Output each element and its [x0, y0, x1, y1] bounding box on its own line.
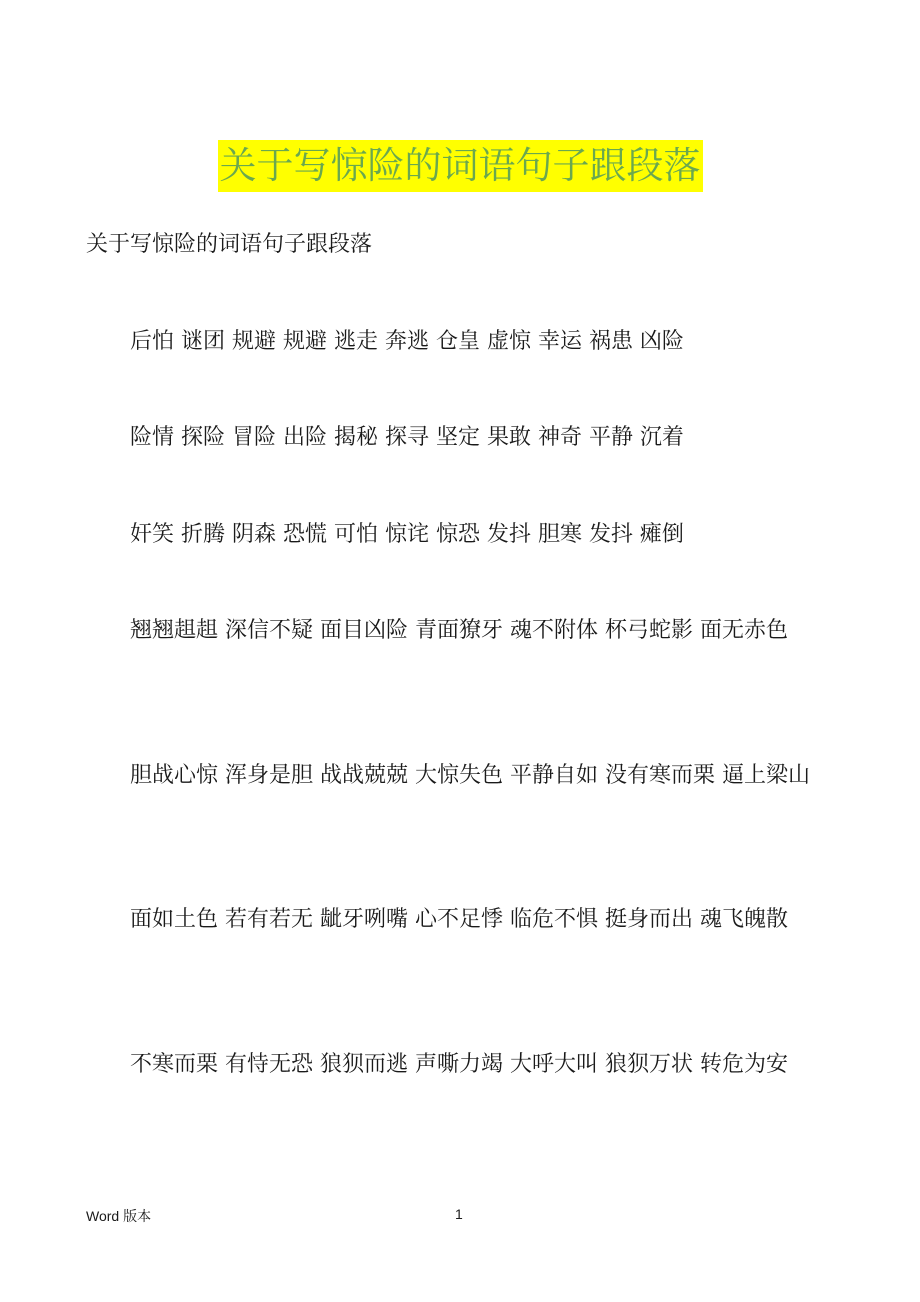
idiom-list-paragraph: 面如土色 若有若无 龇牙咧嘴 心不足悸 临危不惧 挺身而出 魂飞魄散 — [130, 907, 788, 932]
footer-label: Word 版本 — [86, 1208, 152, 1224]
word-list-paragraph: 险情 探险 冒险 出险 揭秘 探寻 坚定 果敢 神奇 平静 沉着 — [130, 425, 684, 450]
word-list-paragraph: 后怕 谜团 规避 规避 逃走 奔逃 仓皇 虚惊 幸运 祸患 凶险 — [130, 329, 684, 354]
document-subtitle: 关于写惊险的词语句子跟段落 — [86, 232, 373, 257]
document-title: 关于写惊险的词语句子跟段落 — [218, 140, 703, 192]
idiom-list-paragraph: 胆战心惊 浑身是胆 战战兢兢 大惊失色 平静自如 没有寒而栗 逼上梁山 — [130, 763, 810, 788]
idiom-list-paragraph: 翘翘趄趄 深信不疑 面目凶险 青面獠牙 魂不附体 杯弓蛇影 面无赤色 — [130, 618, 788, 643]
title-container — [0, 140, 920, 192]
page-number: 1 — [455, 1206, 463, 1222]
idiom-list-paragraph: 不寒而栗 有恃无恐 狼狈而逃 声嘶力竭 大呼大叫 狼狈万状 转危为安 — [130, 1052, 788, 1077]
word-list-paragraph: 奸笑 折腾 阴森 恐慌 可怕 惊诧 惊恐 发抖 胆寒 发抖 瘫倒 — [130, 522, 684, 547]
